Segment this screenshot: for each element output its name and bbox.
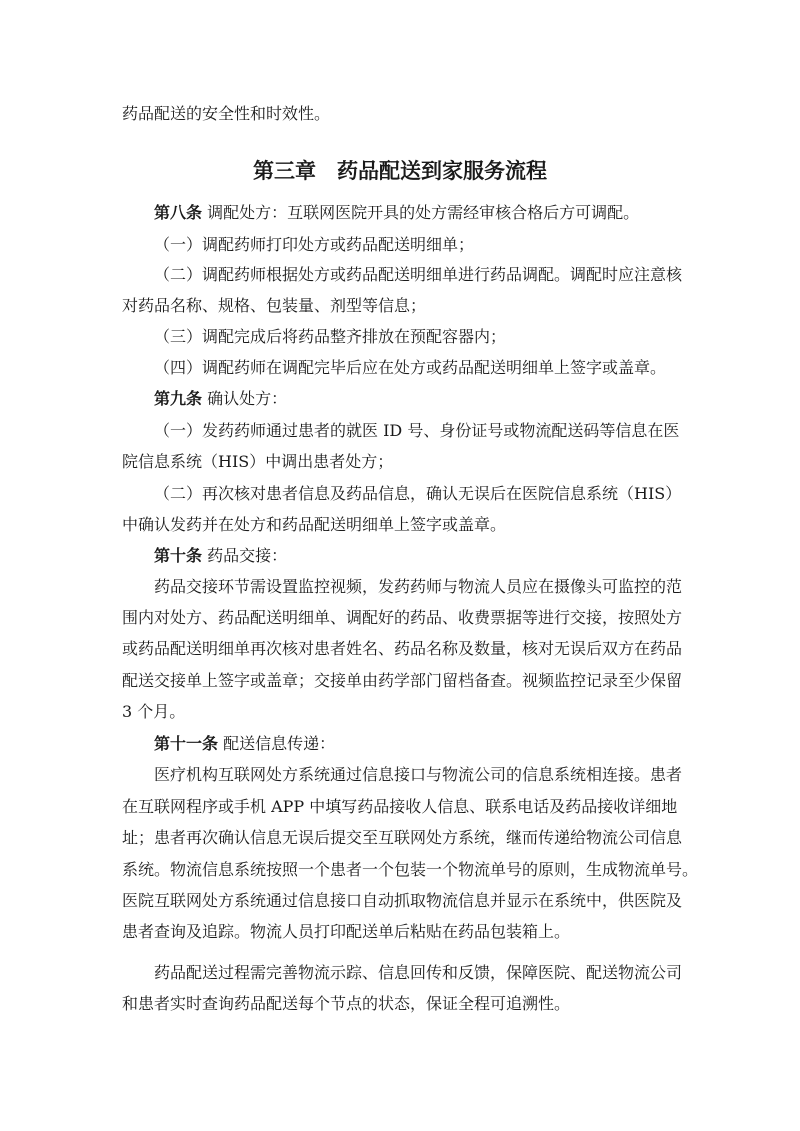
paragraph-line: 医疗机构互联网处方系统通过信息接口与物流公司的信息系统相连接。患者 <box>154 765 683 784</box>
article-11-heading <box>154 734 335 754</box>
paragraph-line: 3 个月。 <box>122 702 186 721</box>
paragraph-line: （二）再次核对患者信息及药品信息，确认无误后在医院信息系统（HIS） <box>154 484 682 503</box>
paragraph-line: 对药品名称、规格、包装量、剂型等信息； <box>122 296 427 315</box>
article-11-label: 第十一条 <box>154 734 219 753</box>
article-9-text: 确认处方： <box>202 389 288 408</box>
paragraph-line: 或药品配送明细单再次核对患者姓名、药品名称及数量，核对无误后双方在药品 <box>122 639 683 658</box>
paragraph-line: 院信息系统（HIS）中调出患者处方； <box>122 452 394 471</box>
paragraph-line: 患者查询及追踪。物流人员打印配送单后粘贴在药品包装箱上。 <box>122 922 571 941</box>
article-10-label: 第十条 <box>154 546 203 565</box>
paragraph-line: 药品交接环节需设置监控视频，发药药师与物流人员应在摄像头可监控的范 <box>154 577 683 596</box>
paragraph-line: 中确认发药并在处方和药品配送明细单上签字或盖章。 <box>122 515 507 534</box>
paragraph-line: （一）发药药师通过患者的就医 ID 号、身份证号或物流配送码等信息在医 <box>154 421 680 440</box>
paragraph-line: 医院互联网处方系统通过信息接口自动抓取物流信息并显示在系统中，供医院及 <box>122 891 683 910</box>
article-10-text: 药品交接： <box>202 546 288 565</box>
paragraph-line: 在互联网程序或手机 APP 中填写药品接收人信息、联系电话及药品接收详细地 <box>122 797 678 816</box>
paragraph-line: 址；患者再次确认信息无误后提交至互联网处方系统，继而传递给物流公司信息 <box>122 828 683 847</box>
article-8-heading <box>154 203 639 223</box>
article-9-heading <box>154 389 287 409</box>
article-8-text: 调配处方：互联网医院开具的处方需经审核合格后方可调配。 <box>202 203 640 222</box>
paragraph-line: （四）调配药师在调配完毕后应在处方或药品配送明细单上签字或盖章。 <box>154 358 667 377</box>
chapter-title: 第三章 药品配送到家服务流程 <box>253 159 547 183</box>
paragraph-line: 配送交接单上签字或盖章；交接单由药学部门留档备查。视频监控记录至少保留 <box>122 671 683 690</box>
article-9-label: 第九条 <box>154 389 203 408</box>
paragraph-line: （一）调配药师打印处方或药品配送明细单； <box>154 235 475 254</box>
article-8-label: 第八条 <box>154 203 203 222</box>
article-10-heading <box>154 546 287 566</box>
paragraph-line: 系统。物流信息系统按照一个患者一个包装一个物流单号的原则，生成物流单号。 <box>122 860 699 879</box>
paragraph-line: 药品配送过程需完善物流示踪、信息回传和反馈，保障医院、配送物流公司 <box>154 963 683 982</box>
article-11-text: 配送信息传递： <box>218 734 336 753</box>
paragraph-line: 围内对处方、药品配送明细单、调配好的药品、收费票据等进行交接，按照处方 <box>122 608 683 627</box>
intro-line: 药品配送的安全性和时效性。 <box>122 104 331 123</box>
paragraph-line: （二）调配药师根据处方或药品配送明细单进行药品调配。调配时应注意核 <box>154 265 683 284</box>
paragraph-line: 和患者实时查询药品配送每个节点的状态，保证全程可追溯性。 <box>122 994 571 1013</box>
paragraph-line: （三）调配完成后将药品整齐排放在预配容器内； <box>154 327 507 346</box>
